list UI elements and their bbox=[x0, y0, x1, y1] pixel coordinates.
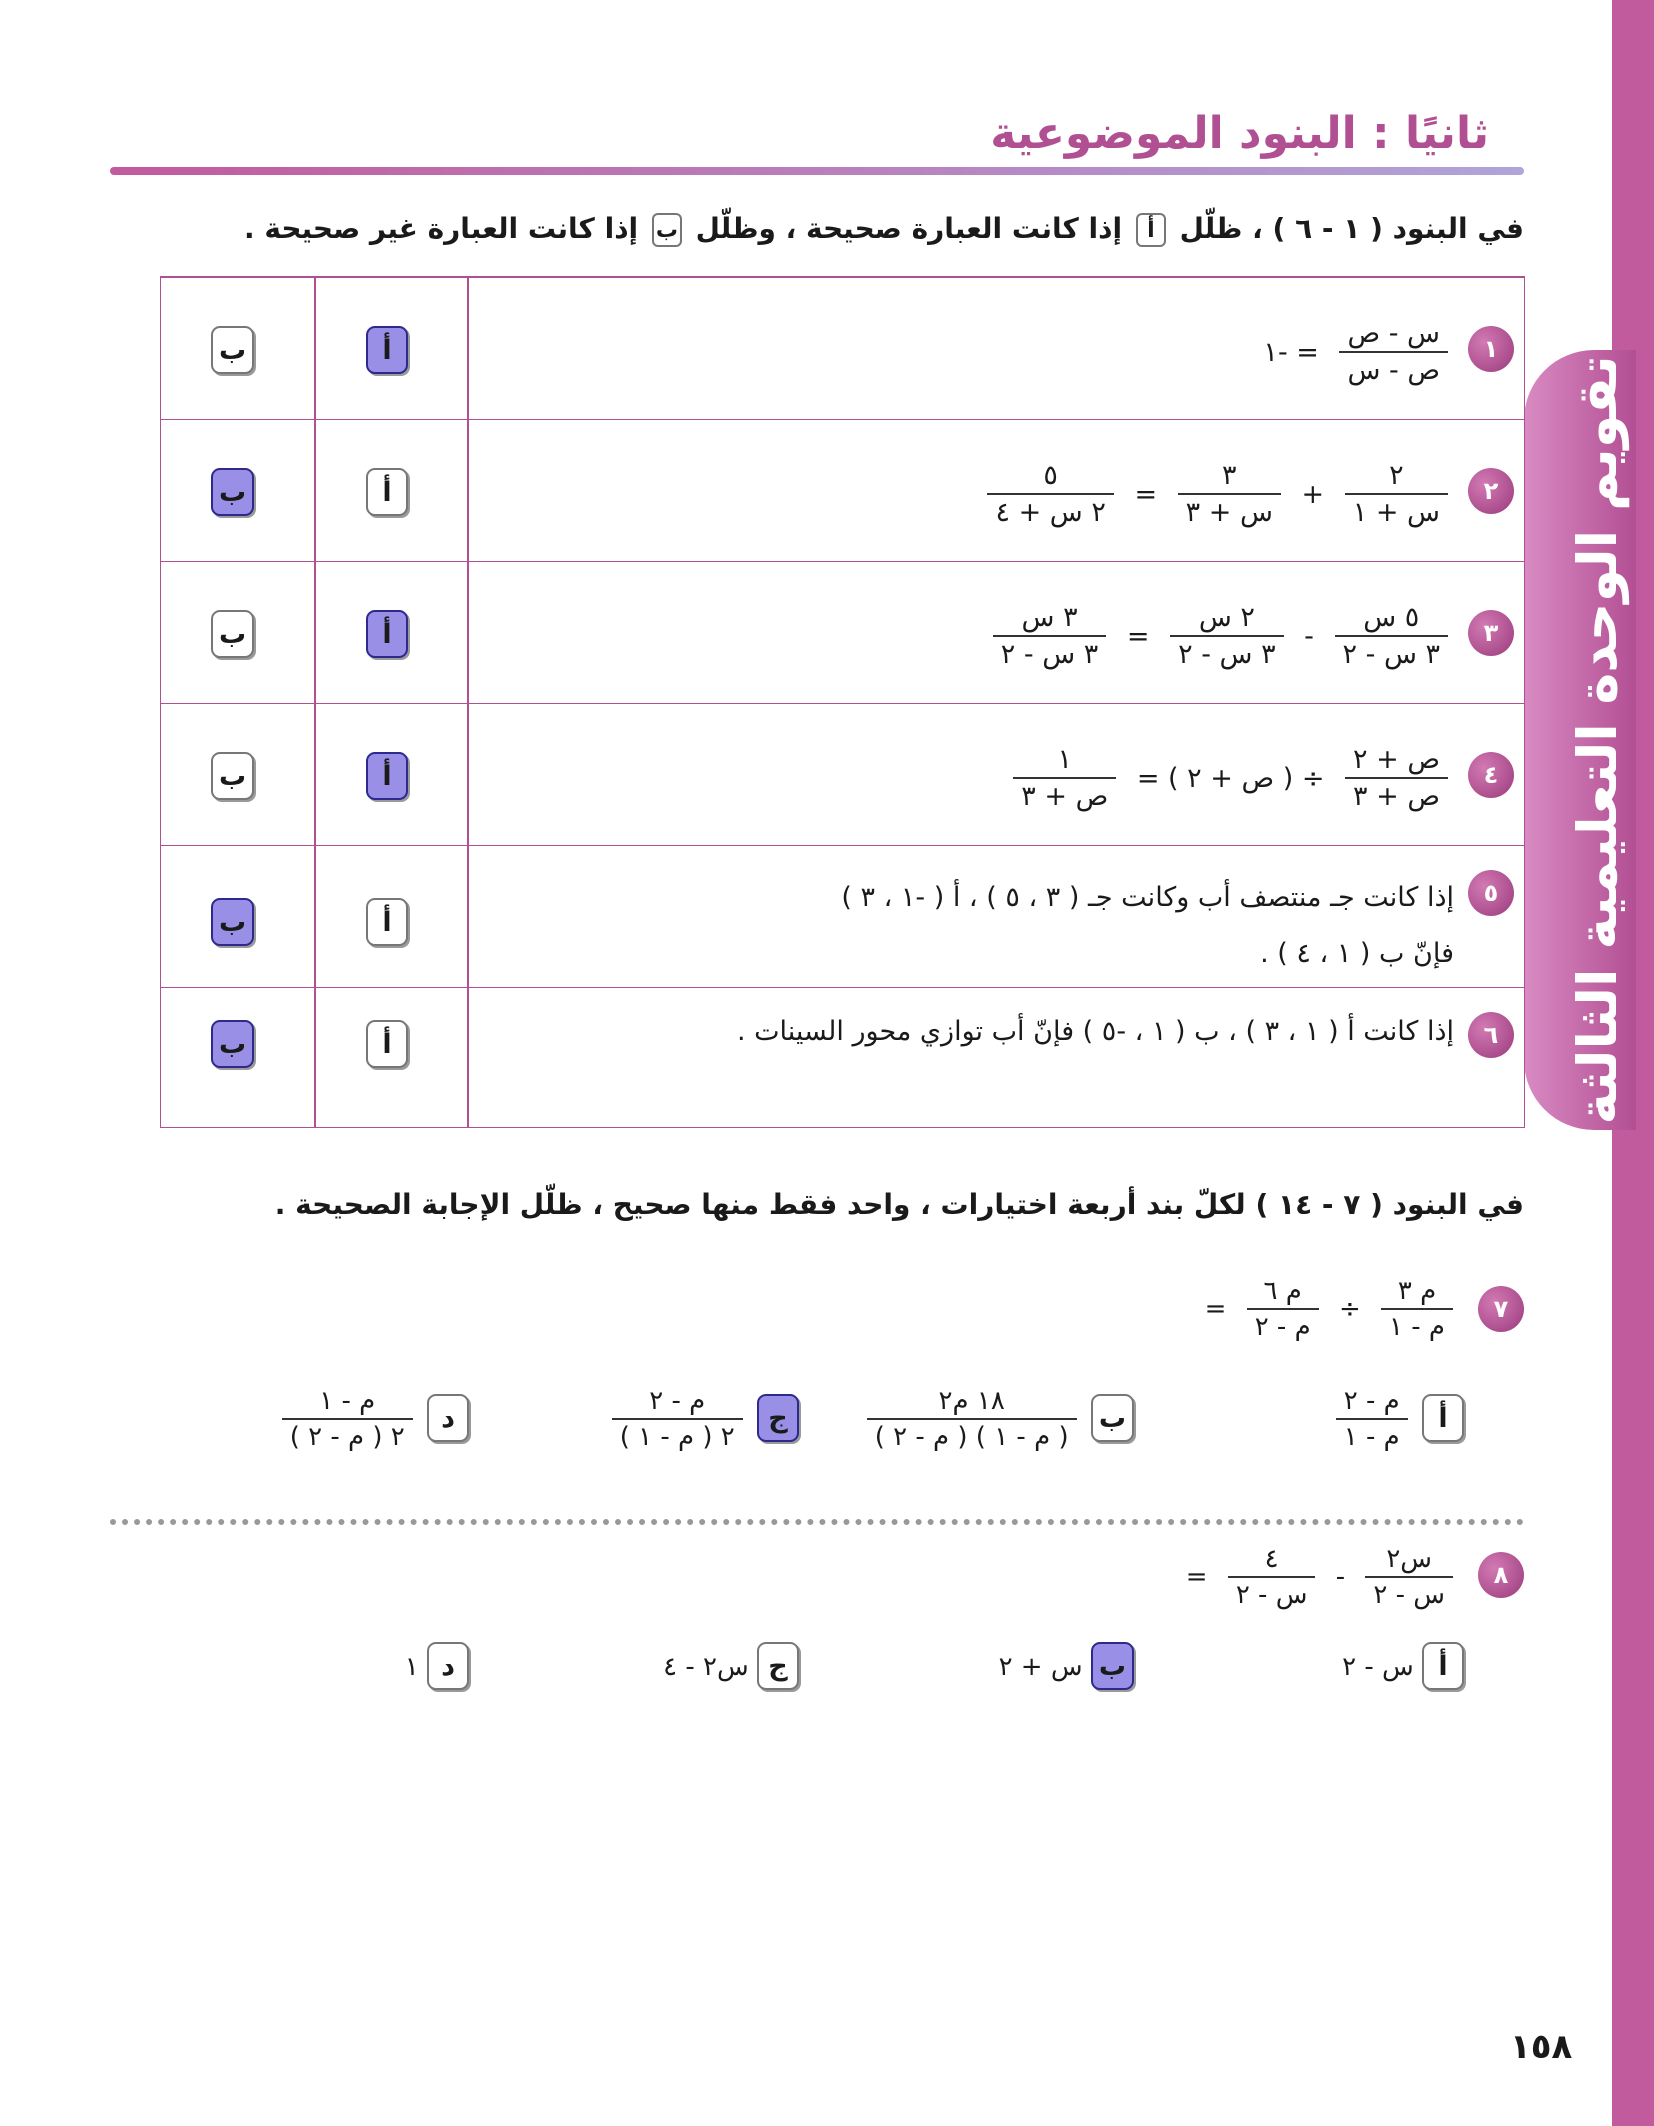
mcq-7-option-d bbox=[276, 1386, 469, 1452]
denominator: ( م - ١ ) ( م - ٢ ) bbox=[867, 1418, 1077, 1452]
fraction bbox=[1170, 602, 1283, 670]
instr-text-1: في البنود ( ١ - ٦ ) ، ظلّل bbox=[1179, 212, 1524, 245]
fraction bbox=[1178, 460, 1281, 528]
choice-a-button[interactable]: أ bbox=[366, 752, 408, 800]
unit-side-tab bbox=[1524, 350, 1636, 1130]
choice-c-button[interactable]: ج bbox=[757, 1642, 799, 1690]
fraction bbox=[1336, 1386, 1408, 1452]
numerator: ٣ س bbox=[1021, 602, 1078, 633]
item-number-badge: ٢ bbox=[1468, 468, 1514, 514]
choice-b-button[interactable]: ب bbox=[211, 326, 254, 374]
fraction bbox=[867, 1386, 1077, 1452]
choice-a-button[interactable]: أ bbox=[366, 468, 408, 516]
page-number: ١٥٨ bbox=[1510, 2027, 1573, 2067]
numerator: م ٣ bbox=[1397, 1276, 1437, 1306]
operator: ÷ ( ص + ٢ ) = bbox=[1136, 762, 1325, 794]
option-text: ١ bbox=[404, 1652, 419, 1682]
numerator: م - ١ bbox=[319, 1386, 376, 1416]
mcq-8-option-b bbox=[999, 1642, 1134, 1690]
denominator: س - ٢ bbox=[1365, 1576, 1453, 1610]
tf-statement-4 bbox=[1007, 744, 1454, 812]
fraction bbox=[1228, 1544, 1316, 1610]
choice-d-button[interactable]: د bbox=[427, 1642, 469, 1690]
denominator: ص - س bbox=[1339, 351, 1448, 386]
equals-sign: = bbox=[1204, 1294, 1227, 1324]
choice-b-button[interactable]: ب bbox=[211, 1020, 254, 1068]
mcq-7-option-a bbox=[1330, 1386, 1464, 1452]
tf-statement-1 bbox=[1257, 318, 1454, 386]
tf-statement-5 bbox=[841, 870, 1454, 982]
section-title: ثانيًا : البنود الموضوعية bbox=[990, 108, 1489, 159]
fraction bbox=[1247, 1276, 1319, 1342]
choice-c-button[interactable]: ج bbox=[757, 1394, 799, 1442]
rhs: = -١ bbox=[1263, 336, 1319, 368]
numerator: ٢ bbox=[1389, 460, 1404, 491]
denominator: م - ٢ bbox=[1247, 1308, 1319, 1342]
choice-b-button[interactable]: ب bbox=[211, 898, 254, 946]
numerator: س - ص bbox=[1347, 318, 1440, 349]
denominator: ٣ س - ٢ bbox=[993, 635, 1106, 670]
fraction bbox=[987, 460, 1113, 528]
unit-side-tab-label: تقويم الوحدة التعليمية الثالثة bbox=[1566, 355, 1629, 1125]
instr-box-a: أ bbox=[1136, 213, 1166, 247]
denominator: س + ١ bbox=[1345, 493, 1448, 528]
mcq-7-option-b bbox=[861, 1386, 1134, 1452]
choice-b-button[interactable]: ب bbox=[211, 610, 254, 658]
mcq-8-option-d bbox=[405, 1642, 469, 1690]
numerator: ٣ bbox=[1222, 460, 1237, 491]
numerator: ٥ س bbox=[1363, 602, 1420, 633]
mcq-8-option-a bbox=[1342, 1642, 1464, 1690]
numerator: س٢ bbox=[1386, 1544, 1433, 1574]
item-number-badge: ٣ bbox=[1468, 610, 1514, 656]
choice-b-button[interactable]: ب bbox=[1091, 1642, 1134, 1690]
true-false-table bbox=[160, 276, 1525, 1128]
choice-b-button[interactable]: ب bbox=[211, 468, 254, 516]
tf-statement-2 bbox=[981, 460, 1454, 528]
equals-sign: = bbox=[1126, 620, 1150, 652]
instr-text-2: إذا كانت العبارة صحيحة ، وظلّل bbox=[695, 212, 1123, 245]
denominator: م - ١ bbox=[1336, 1418, 1408, 1452]
choice-a-button[interactable]: أ bbox=[366, 898, 408, 946]
numerator: ١ bbox=[1057, 744, 1073, 775]
tf-row-4 bbox=[161, 703, 1524, 845]
choice-a-button[interactable]: أ bbox=[366, 326, 408, 374]
numerator: م - ٢ bbox=[1343, 1386, 1400, 1416]
option-text: س٢ - ٤ bbox=[663, 1652, 749, 1682]
instr-box-b: ب bbox=[652, 213, 682, 247]
fraction bbox=[1013, 744, 1116, 812]
mcq-7-question bbox=[1199, 1276, 1459, 1342]
numerator: ٥ bbox=[1043, 460, 1058, 491]
fraction bbox=[1345, 744, 1448, 812]
numerator: ٤ bbox=[1264, 1544, 1279, 1574]
numerator: ٢ س bbox=[1198, 602, 1255, 633]
tf-row-3 bbox=[161, 561, 1524, 703]
numerator: ص + ٢ bbox=[1353, 744, 1440, 775]
tf-row-2 bbox=[161, 419, 1524, 561]
fraction bbox=[612, 1386, 743, 1452]
choice-b-button[interactable]: ب bbox=[1091, 1394, 1134, 1442]
tf-statement-6: إذا كانت أ ( ١ ، ٣ ) ، ب ( ١ ، -٥ ) فإنّ أب توازي محور السينات . bbox=[736, 1016, 1454, 1047]
fraction bbox=[1345, 460, 1448, 528]
mcq-8-question bbox=[1180, 1544, 1459, 1610]
choice-a-button[interactable]: أ bbox=[366, 1020, 408, 1068]
equals-sign: = bbox=[1134, 478, 1158, 510]
fraction bbox=[282, 1386, 413, 1452]
operator: - bbox=[1304, 620, 1314, 652]
denominator: ص + ٣ bbox=[1345, 777, 1448, 812]
statement-line: فإنّ ب ( ١ ، ٤ ) . bbox=[1260, 938, 1454, 969]
tf-instructions bbox=[244, 212, 1524, 247]
tf-row-1 bbox=[161, 277, 1524, 419]
mcq-instructions: في البنود ( ٧ - ١٤ ) لكلّ بند أربعة اختيارات ، واحد فقط منها صحيح ، ظلّل الإجابة الصحيحة . bbox=[274, 1188, 1524, 1221]
title-divider bbox=[110, 167, 1524, 175]
numerator: م - ٢ bbox=[649, 1386, 706, 1416]
fraction bbox=[1381, 1276, 1453, 1342]
denominator: ٣ س - ٢ bbox=[1335, 635, 1448, 670]
choice-b-button[interactable]: ب bbox=[211, 752, 254, 800]
numerator: م ٦ bbox=[1263, 1276, 1302, 1306]
fraction bbox=[1335, 602, 1448, 670]
equals-sign: = bbox=[1185, 1562, 1208, 1592]
tf-statement-3 bbox=[987, 602, 1454, 670]
denominator: ٣ س - ٢ bbox=[1170, 635, 1283, 670]
operator: + bbox=[1301, 478, 1325, 510]
item-number-badge: ١ bbox=[1468, 326, 1514, 372]
option-text: س - ٢ bbox=[1342, 1652, 1414, 1682]
statement-line: إذا كانت جـ منتصف أب وكانت جـ ( ٣ ، ٥ ) ، أ ( -١ ، ٣ ) bbox=[841, 882, 1454, 913]
dotted-separator bbox=[110, 1519, 1524, 1525]
fraction bbox=[1365, 1544, 1453, 1610]
mcq-8-option-c bbox=[663, 1642, 799, 1690]
choice-d-button[interactable]: د bbox=[427, 1394, 469, 1442]
denominator: س - ٢ bbox=[1228, 1576, 1316, 1610]
mcq-7-option-c bbox=[606, 1386, 799, 1452]
option-text: س + ٢ bbox=[998, 1652, 1083, 1682]
item-number-badge: ٤ bbox=[1468, 752, 1514, 798]
denominator: س + ٣ bbox=[1178, 493, 1281, 528]
item-number-badge: ٦ bbox=[1468, 1012, 1514, 1058]
denominator: م - ١ bbox=[1381, 1308, 1453, 1342]
tf-row-6 bbox=[161, 987, 1524, 1129]
denominator: ٢ ( م - ١ ) bbox=[612, 1418, 743, 1452]
item-number-badge: ٥ bbox=[1468, 870, 1514, 916]
item-number-badge: ٧ bbox=[1478, 1286, 1524, 1332]
denominator: ٢ ( م - ٢ ) bbox=[282, 1418, 413, 1452]
choice-a-button[interactable]: أ bbox=[1422, 1394, 1464, 1442]
fraction bbox=[1339, 318, 1448, 386]
numerator: ١٨ م٢ bbox=[938, 1386, 1005, 1416]
choice-a-button[interactable]: أ bbox=[366, 610, 408, 658]
tf-row-5 bbox=[161, 845, 1524, 987]
instr-text-3: إذا كانت العبارة غير صحيحة . bbox=[243, 212, 639, 245]
denominator: ص + ٣ bbox=[1013, 777, 1116, 812]
operator: ÷ bbox=[1338, 1294, 1361, 1324]
choice-a-button[interactable]: أ bbox=[1422, 1642, 1464, 1690]
fraction bbox=[993, 602, 1106, 670]
operator: - bbox=[1335, 1562, 1346, 1592]
item-number-badge: ٨ bbox=[1478, 1552, 1524, 1598]
denominator: ٢ س + ٤ bbox=[987, 493, 1113, 528]
